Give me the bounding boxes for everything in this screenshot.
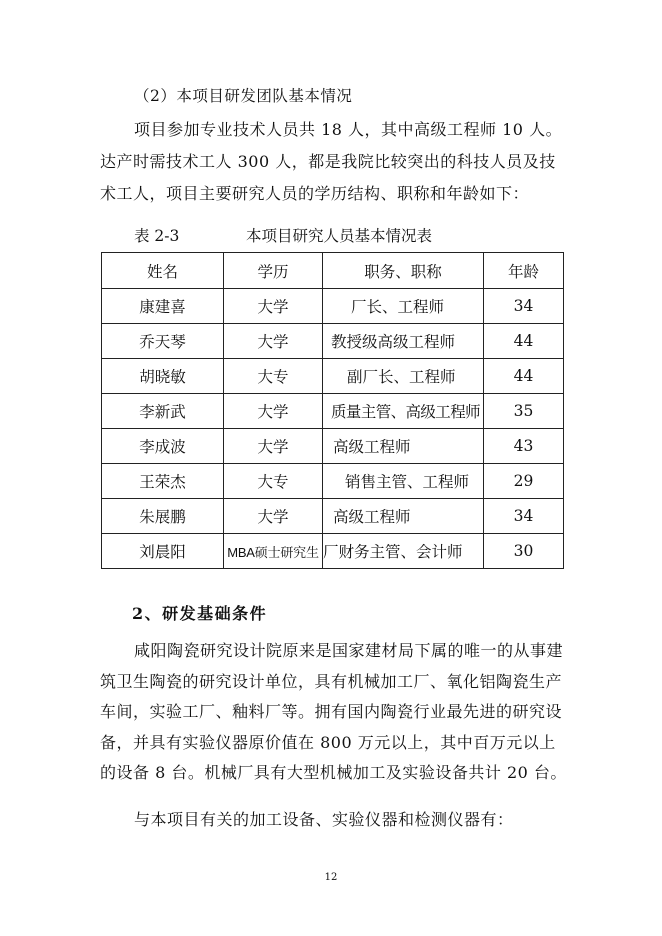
cell-name: 李成波 [102, 429, 224, 464]
header-title: 职务、职称 [323, 253, 484, 289]
table-row [102, 499, 564, 534]
cell-age: 34 [484, 499, 564, 534]
cell-title-text: 厂财务主管、会计师 [323, 543, 463, 561]
cell-title [323, 429, 484, 464]
table-row [102, 464, 564, 499]
cell-age: 30 [484, 534, 564, 569]
cell-name: 康建喜 [102, 289, 224, 324]
cell-title [323, 534, 484, 569]
section-subtitle: （2）本项目研发团队基本情况 [134, 87, 353, 105]
header-education: 学历 [224, 253, 323, 289]
cell-name: 王荣杰 [102, 464, 224, 499]
foundation-paragraph: 咸阳陶瓷研究设计院原来是国家建材局下属的唯一的从事建筑卫生陶瓷的研究设计单位，具有机械加工厂、氧化铝陶瓷生产车间，实验工厂、釉料厂等。拥有国内陶瓷行业最先进的研究设备，并具有实验仪器原价值在 800 万元以上，其中百万元以上的设备 8 台。机械厂具有大型机械加工及实验设备共计 20 台。 [100, 641, 567, 782]
team-paragraph: 项目参加专业技术人员共 18 人，其中高级工程师 10 人。达产时需技术工人 300 人，都是我院比较突出的科技人员及技术工人，项目主要研究人员的学历结构、职称和年龄如下： [100, 120, 563, 203]
cell-title-text: 高级工程师 [333, 438, 411, 456]
table-row [102, 394, 564, 429]
table-caption [134, 224, 433, 246]
cell-title-text: 厂长、工程师 [351, 298, 445, 316]
equipment-paragraph: 与本项目有关的加工设备、实验仪器和检测仪器有： [134, 810, 514, 829]
cell-education: 大专 [224, 464, 323, 499]
cell-title [323, 289, 484, 324]
table-row [102, 359, 564, 394]
header-age: 年龄 [484, 253, 564, 289]
cell-age: 35 [484, 394, 564, 429]
table-header-row [102, 253, 564, 289]
cell-education: 大学 [224, 289, 323, 324]
cell-age: 44 [484, 359, 564, 394]
cell-education: MBA硕士研究生 [224, 534, 323, 569]
cell-education: 大学 [224, 324, 323, 359]
cell-title [323, 394, 484, 429]
cell-name: 李新武 [102, 394, 224, 429]
table-label: 表 2-3 [134, 227, 180, 245]
cell-age: 43 [484, 429, 564, 464]
page-number: 12 [324, 872, 338, 883]
table-row [102, 429, 564, 464]
table-title: 本项目研究人员基本情况表 [246, 227, 433, 245]
cell-name: 乔天琴 [102, 324, 224, 359]
table-row [102, 324, 564, 359]
cell-age: 44 [484, 324, 564, 359]
cell-education: 大专 [224, 359, 323, 394]
cell-name: 刘晨阳 [102, 534, 224, 569]
cell-age: 34 [484, 289, 564, 324]
cell-education: 大学 [224, 499, 323, 534]
cell-title [323, 324, 484, 359]
cell-title-text: 高级工程师 [333, 508, 411, 526]
cell-title [323, 359, 484, 394]
table-row [102, 289, 564, 324]
cell-title [323, 464, 484, 499]
header-name: 姓名 [102, 253, 224, 289]
staff-table [101, 252, 564, 569]
cell-education: 大学 [224, 429, 323, 464]
table-row [102, 534, 564, 569]
cell-age: 29 [484, 464, 564, 499]
cell-title-text: 销售主管、工程师 [345, 473, 470, 491]
cell-title-text: 质量主管、高级工程师 [331, 403, 481, 421]
cell-title-text: 教授级高级工程师 [331, 333, 456, 351]
cell-title-text: 副厂长、工程师 [347, 368, 456, 386]
cell-name: 朱展鹏 [102, 499, 224, 534]
cell-name: 胡晓敏 [102, 359, 224, 394]
cell-education: 大学 [224, 394, 323, 429]
section-heading: 2、研发基础条件 [132, 604, 268, 623]
cell-title [323, 499, 484, 534]
